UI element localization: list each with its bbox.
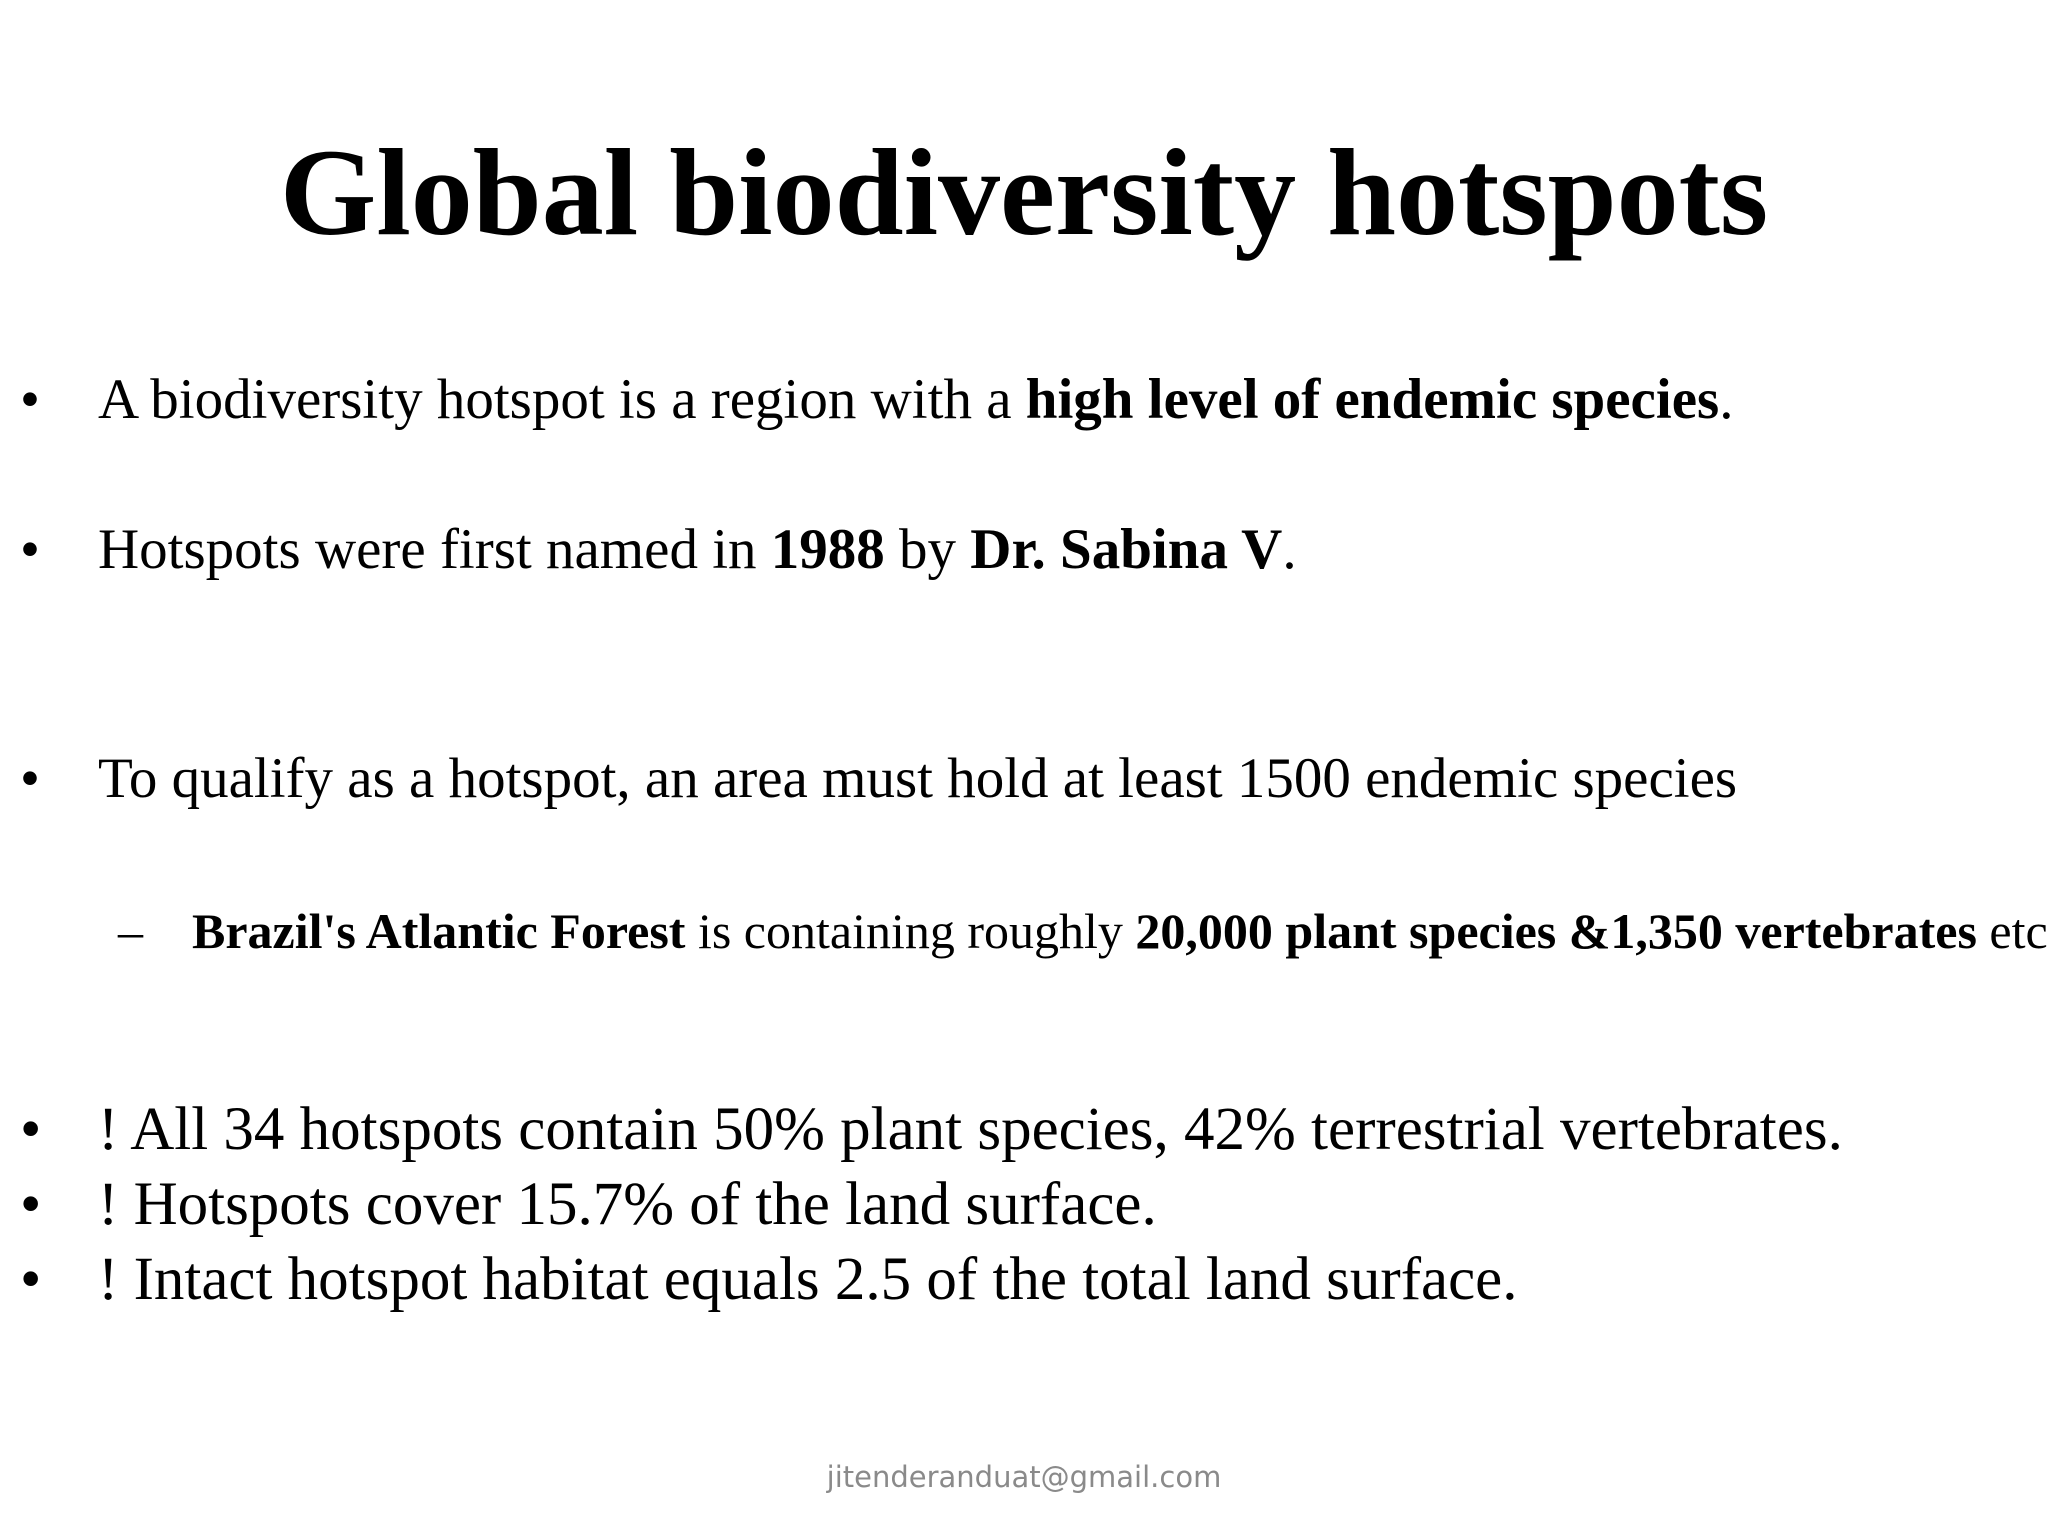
footer-email: jitenderanduat@gmail.com [826,1460,1222,1494]
bullet-text-part: . [1282,518,1297,581]
bullet-text: To qualify as a hotspot, an area must hold at least 1500 endemic species [98,747,1738,810]
sub-bullet-text-bold: 20,000 plant species &1,350 vertebrates [1135,903,1977,959]
bullet-icon: • [20,1096,42,1163]
bullet-text [98,516,1297,584]
bullet-text-part: . [1719,368,1734,431]
fact-text: ! All 34 hotspots contain 50% plant species, 42% terrestrial vertebrates. [98,1096,1843,1163]
bullet-icon: • [20,747,40,810]
bullet-icon: • [20,1171,42,1238]
bullet-text-bold: Dr. Sabina V [970,518,1283,581]
dash-icon: – [118,903,143,959]
fact-text: ! Hotspots cover 15.7% of the land surface. [98,1171,1157,1238]
bullet-text-bold: high level of endemic species [1025,368,1720,431]
sub-bullet-text-bold: Brazil's Atlantic Forest [192,903,686,959]
fact-text: ! Intact hotspot habitat equals 2.5 of the total land surface. [98,1246,1518,1313]
bullet-text-part: Hotspots were first named in [98,518,771,581]
sub-bullet-text-part: is containing roughly [685,903,1136,959]
slide-title: Global biodiversity hotspots [279,124,1769,261]
bullet-icon: • [20,518,40,581]
bullet-icon: • [20,368,40,431]
bullet-text-bold: 1988 [770,518,885,581]
bullet-text-part: by [884,518,971,581]
bullet-text [98,366,1733,434]
sub-bullet-text [192,904,2048,958]
sub-bullet-text-part: etc [1976,903,2048,959]
bullet-icon: • [20,1246,42,1313]
bullet-text-part: A biodiversity hotspot is a region with a [98,368,1026,431]
